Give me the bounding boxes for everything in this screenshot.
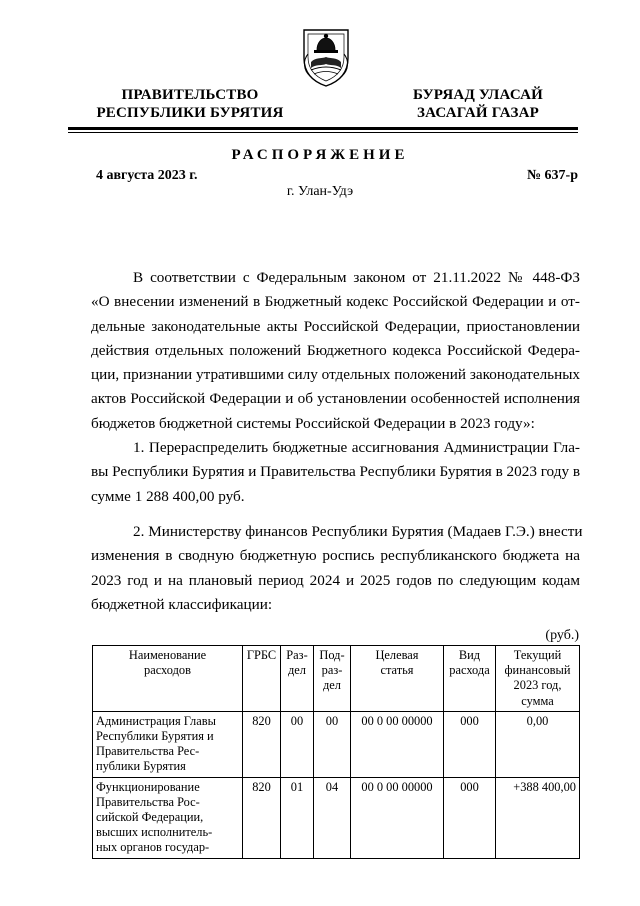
- item-1-paragraph: [91, 436, 580, 509]
- header-name: Наименование расходов: [93, 646, 243, 712]
- header-right-line1: БУРЯАД УЛАСАЙ: [412, 87, 544, 103]
- budget-table: [92, 645, 580, 859]
- item-1-line: сумме 1 288 400,00 руб.: [91, 487, 245, 505]
- order-number: № 637-р: [526, 168, 578, 183]
- header-right-line2: ЗАСАГАЙ ГАЗАР: [417, 105, 539, 121]
- header-amount: Текущий финансовый 2023 год, сумма: [496, 646, 580, 712]
- row-vid: 000: [444, 711, 496, 777]
- item-1-line: вы Республики Бурятия и Правительства Республики Бурятия в 2023 году в: [91, 463, 581, 481]
- item-2-line: 2. Министерству финансов Республики Бурятия (Мадаев Г.Э.) внести: [133, 523, 583, 540]
- item-1-line: 1. Перераспределить бюджетные ассигнования Администрации Гла-: [133, 439, 580, 456]
- row-amount: 0,00: [496, 711, 580, 777]
- row-vid: 000: [444, 777, 496, 858]
- preamble-line: ции, признании утратившими силу отдельных положений законодательных: [91, 366, 580, 384]
- order-date: 4 августа 2023 г.: [96, 168, 198, 183]
- row-amount: +388 400,00: [496, 777, 580, 858]
- preamble-line: действия отдельных положений Бюджетного кодекса Российской Федера-: [91, 341, 580, 359]
- header-target: Целевая статья: [351, 646, 444, 712]
- government-name-russian: [80, 86, 300, 122]
- row-target: 00 0 00 00000: [351, 777, 444, 858]
- item-2-paragraph: [91, 520, 583, 617]
- table-row: [93, 777, 580, 858]
- header-podrazdel: Под- раз- дел: [314, 646, 351, 712]
- preamble-line: бюджетов бюджетной системы Российской Федерации в 2023 году»:: [91, 414, 535, 432]
- row-name: Администрация Главы Республики Бурятия и Правительства Рес- публики Бурятия: [93, 711, 243, 777]
- preamble-line: В соответствии с Федеральным законом от 21.11.2022 № 448-ФЗ: [133, 269, 580, 286]
- preamble-line: «О внесении изменений в Бюджетный кодекс Российской Федерации и от-: [91, 293, 580, 311]
- table-header-row: [93, 646, 580, 712]
- row-podrazdel: 00: [314, 711, 351, 777]
- row-target: 00 0 00 00000: [351, 711, 444, 777]
- header-rule-thin: [68, 132, 578, 133]
- header-left-line1: ПРАВИТЕЛЬСТВО: [121, 87, 259, 103]
- row-grbs: 820: [243, 711, 281, 777]
- coat-of-arms-icon: [298, 24, 354, 88]
- item-2-line: бюджетной классификации:: [91, 595, 273, 613]
- table-unit: (руб.): [545, 628, 579, 643]
- order-city: г. Улан-Удэ: [286, 184, 354, 199]
- header-rule-thick: [68, 127, 578, 130]
- row-podrazdel: 04: [314, 777, 351, 858]
- header-grbs: ГРБС: [243, 646, 281, 712]
- item-2-line: изменения в сводную бюджетную роспись республиканского бюджета на: [91, 547, 580, 565]
- row-name: Функционирование Правительства Рос- сийской Федерации, высших исполнитель- ных органов государ-: [93, 777, 243, 858]
- header-razdel: Раз- дел: [281, 646, 314, 712]
- preamble-line: дельные законодательные акты Российской Федерации, приостановлении: [91, 317, 580, 335]
- header-left-line2: РЕСПУБЛИКИ БУРЯТИЯ: [96, 105, 284, 121]
- table-row: [93, 711, 580, 777]
- header-vid: Вид расхода: [444, 646, 496, 712]
- row-razdel: 01: [281, 777, 314, 858]
- item-2-line: 2023 год и на плановый период 2024 и 2025 годов по следующим кодам: [91, 571, 580, 589]
- row-razdel: 00: [281, 711, 314, 777]
- preamble-line: актов Российской Федерации и об установлении особенностей исполнения: [91, 390, 580, 408]
- government-name-buryat: [394, 86, 562, 122]
- order-title: РАСПОРЯЖЕНИЕ: [231, 147, 409, 163]
- preamble-paragraph: [91, 266, 580, 436]
- row-grbs: 820: [243, 777, 281, 858]
